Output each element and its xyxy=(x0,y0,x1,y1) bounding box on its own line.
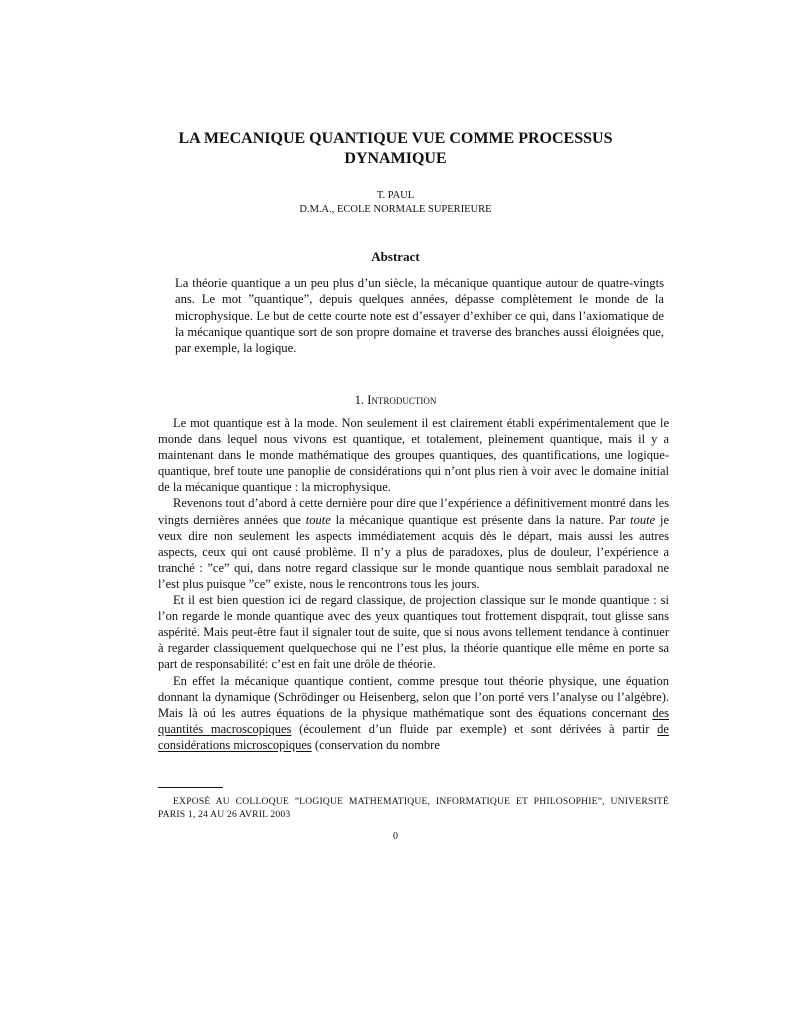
paragraph-4-text: (écoulement d’un fluide par exemple) et sont dérivées à partir xyxy=(291,721,658,736)
paragraph-2-text: la mécanique quantique est présente dans la nature. Par xyxy=(330,512,631,527)
author-name: T. PAUL xyxy=(376,190,415,201)
paragraph-3: Et il est bien question ici de regard classique, de projection classique sur le monde quantique : si l’on regarde le monde quantique avec des yeux quantiques tout frottement dispqrait, tout glisse sans aspérité. Mais peut-être faut il signaler tout de suite, que si nous avons tellement tendance à continuer à regarder classiquement quelquechose qui ne l’est plus, la théorie quantique elle même en porte sa part de responsabilité: c’est en fait une drôle de théorie. xyxy=(158,593,669,672)
page-number: 0 xyxy=(393,831,398,842)
paragraph-4 xyxy=(158,673,669,753)
author-affiliation: D.M.A., ECOLE NORMALE SUPERIEURE xyxy=(299,204,492,215)
section-heading xyxy=(130,393,661,408)
footnote: EXPOSÉ AU COLLOQUE ”LOGIQUE MATHEMATIQUE, INFORMATIQUE ET PHILOSOPHIE”, UNIVERSITÉ PARIS 1, 24 AU 26 AVRIL 2003 xyxy=(158,796,669,820)
underlined-phrase: des quantités macroscopiques xyxy=(158,705,669,736)
paragraph-2-text: je veux dire non seulement les aspects immédiatement acquis dès le départ, mais aussi les autres aspects, ceux qui ont causé problème. Il n’y a plus de paradoxes, plus de douleur, l’expérience a tranché : ”ce” qui, dans notre regard classique sur le monde quantique nous semblait paradoxal ne l’est plus puisque ”ce” existe, nous le rencontrons tous les jours. xyxy=(158,512,670,591)
paragraph-4-text: En effet la mécanique quantique contient, comme presque tout théorie physique, une équation donnant la dynamique (Schrödinger ou Heisenberg, selon que l’on porté vers l’analyse ou l’algèbre). Mais là oú les autres équations de la physique mathématique sont des équations concernant xyxy=(158,673,669,720)
section-title: Introduction xyxy=(367,393,437,407)
paragraph-4-text: (conservation du nombre xyxy=(311,737,440,752)
abstract-heading: Abstract xyxy=(371,249,420,264)
paragraph-1: Le mot quantique est à la mode. Non seulement il est clairement établi expérimentalement que le monde dans lequel nous vivons est quantique, et totalement, pleinement quantique, mais il y a maintenant dans le monde mathématique des groupes quantiques, des quantifications, une logique-quantique, bref toute une panoplie de considérations qui n’ont plus rien à voir avec le domaine initial de la mécanique quantique : la microphysique. xyxy=(158,416,669,495)
emphasis-toute: toute xyxy=(630,512,656,527)
section-number: 1. xyxy=(354,393,365,407)
paper-title: LA MECANIQUE QUANTIQUE VUE COMME PROCESSUS DYNAMIQUE xyxy=(178,130,613,167)
paragraph-2-text: Revenons tout d’abord à cette dernière pour dire que l’expérience a définitivement montré dans les vingts dernières années que xyxy=(158,496,669,527)
author-block xyxy=(130,189,661,217)
footnote-divider xyxy=(158,787,223,788)
section-body xyxy=(158,415,669,753)
abstract-text: La théorie quantique a un peu plus d’un siècle, la mécanique quantique autour de quatre-vingts ans. Le mot ”quantique”, depuis quelques années, dépasse complètement le monde de la microphysique. Le but de cette courte note est d’essayer d’exhiber ce qui, dans l’axiomatique de la mécanique quantique sort de son propre domaine et traverse des branches aussi éloignées que, par exemple, la logique. xyxy=(175,276,664,356)
paragraph-2 xyxy=(158,495,669,592)
emphasis-toute: toute xyxy=(305,512,331,527)
underlined-phrase: de considérations microscopiques xyxy=(158,721,669,752)
